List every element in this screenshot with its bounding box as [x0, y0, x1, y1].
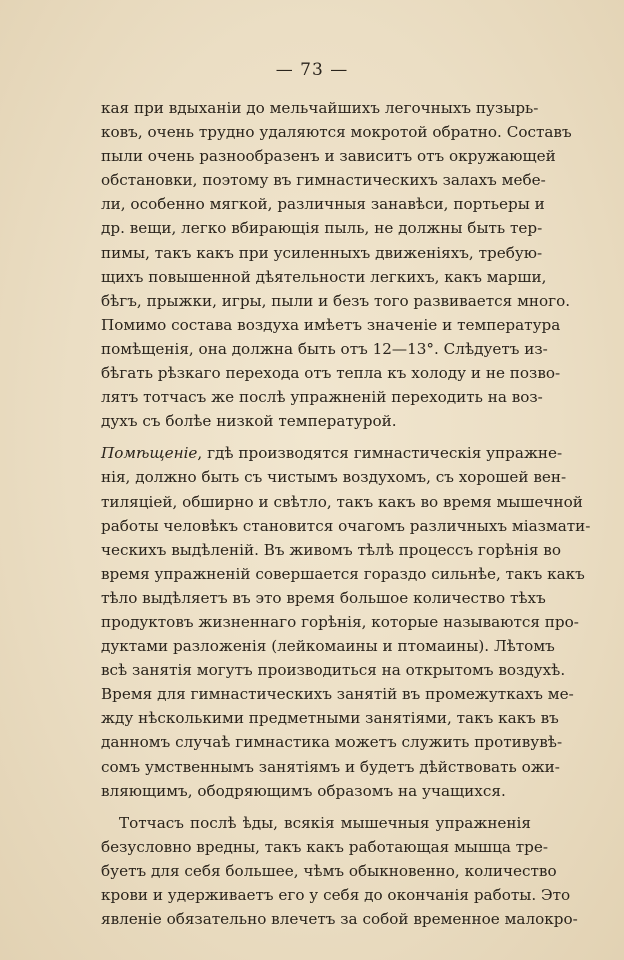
paragraph-3 — [101, 811, 578, 931]
text-line: ли, особенно мягкой, различныя занавѣси, портьеры и — [101, 195, 545, 214]
text-line: работы человѣкъ становится очагомъ различныхъ мiазмати- — [101, 516, 591, 535]
lead-line-rest: , гдѣ производятся гимнастическiя упражне- — [197, 444, 563, 463]
text-line: продуктовъ жизненнаго горѣнiя, которые называются про- — [101, 612, 579, 631]
page-number: — 73 — — [275, 60, 349, 80]
paragraph-lead-line — [101, 441, 563, 465]
text-line: др. вещи, легко вбирающiя пыль, не должны быть тер- — [101, 219, 543, 238]
text-line: лятъ тотчасъ же послѣ упражненiй переходить на воз- — [101, 388, 543, 407]
text-line: пыли очень разнообразенъ и зависитъ отъ окружающей — [101, 147, 556, 166]
text-line: ковъ, очень трудно удаляются мокротой обратно. Составъ — [101, 123, 572, 142]
text-line: кая при вдыханiи до мельчайшихъ легочныхъ пузырь- — [101, 99, 539, 117]
text-line: пимы, такъ какъ при усиленныхъ движенiяхъ, требую- — [101, 243, 543, 262]
text-line: Помимо состава воздуха имѣетъ значенiе и температура — [101, 315, 561, 334]
paragraph-1 — [101, 96, 572, 433]
text-line: тѣло выдѣляетъ въ это время большое количество тѣхъ — [101, 588, 546, 607]
text-line: безусловно вредны, такъ какъ работающая мышца тре- — [101, 837, 548, 856]
text-line: Время для гимнастическихъ занятiй въ промежуткахъ ме- — [101, 685, 574, 704]
text-line: щихъ повышенной дѣятельности легкихъ, какъ марши, — [101, 267, 547, 286]
text-line: тиляцiей, обширно и свѣтло, такъ какъ во время мышечной — [101, 492, 583, 511]
text-line: сомъ умственнымъ занятiямъ и будетъ дѣйствовать ожи- — [101, 757, 560, 776]
text-line: жду нѣсколькими предметными занятiями, такъ какъ въ — [101, 709, 559, 728]
text-line: ческихъ выдѣленiй. Въ живомъ тѣлѣ процессъ горѣнiя во — [101, 540, 561, 559]
text-line: явленiе обязательно влечетъ за собой временное малокро- — [101, 910, 578, 929]
text-line: нiя, должно быть съ чистымъ воздухомъ, съ хорошей вен- — [101, 468, 567, 487]
text-line: бѣгъ, прыжки, игры, пыли и безъ того развивается много. — [101, 291, 571, 310]
body-text — [101, 96, 591, 931]
italic-heading-word: Помѣщенiе — [101, 444, 198, 463]
text-line: обстановки, поэтому въ гимнастическихъ залахъ мебе- — [101, 171, 546, 190]
text-line: вляющимъ, ободряющимъ образомъ на учащихся. — [101, 781, 506, 800]
text-line: буетъ для себя большее, чѣмъ обыкновенно, количество — [101, 861, 557, 880]
text-line: время упражненiй совершается гораздо сильнѣе, такъ какъ — [101, 564, 585, 583]
paragraph-2 — [101, 441, 591, 802]
text-line: данномъ случаѣ гимнастика можетъ служить противувѣ- — [101, 733, 563, 752]
text-line: крови и удерживаетъ его у себя до окончанiя работы. Это — [101, 886, 571, 904]
text-line: помѣщенiя, она должна быть отъ 12—13°. Слѣдуетъ из- — [101, 339, 548, 358]
text-line: бѣгать рѣзкаго перехода отъ тепла къ холоду и не позво- — [101, 364, 561, 383]
text-line: духъ съ болѣе низкой температурой. — [101, 412, 397, 431]
text-line: дуктами разложенiя (лейкомаины и птомаины). Лѣтомъ — [101, 637, 555, 656]
text-line: всѣ занятiя могутъ производиться на открытомъ воздухѣ. — [101, 661, 566, 680]
paragraph-lead-line: Тотчасъ послѣ ѣды, всякiя мышечныя упражненiя — [119, 813, 531, 832]
